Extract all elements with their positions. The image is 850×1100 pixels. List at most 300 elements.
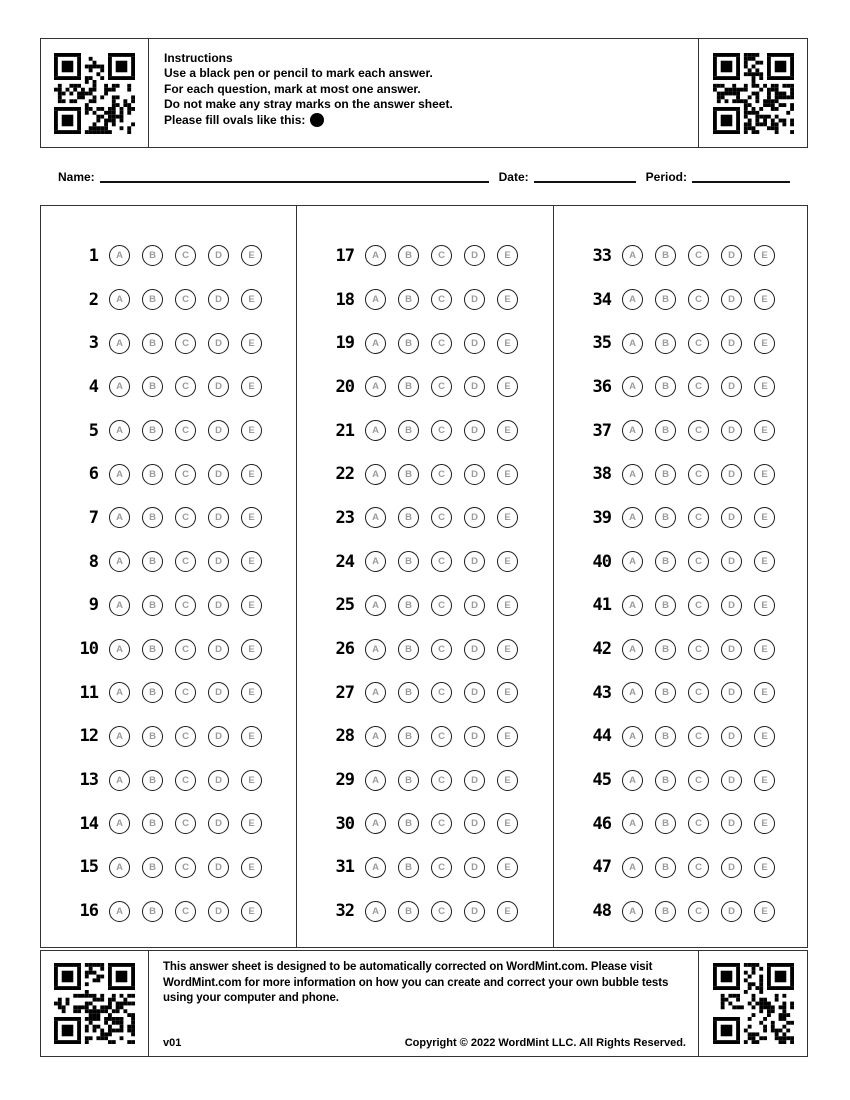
bubble-29-C[interactable]: C <box>431 770 452 791</box>
bubble-19-D[interactable]: D <box>464 333 485 354</box>
bubble-32-C[interactable]: C <box>431 901 452 922</box>
bubble-47-D[interactable]: D <box>721 857 742 878</box>
period-input-line[interactable] <box>692 169 790 183</box>
bubble-27-E[interactable]: E <box>497 682 518 703</box>
bubble-30-B[interactable]: B <box>398 813 419 834</box>
bubble-18-E[interactable]: E <box>497 289 518 310</box>
bubble-3-D[interactable]: D <box>208 333 229 354</box>
bubble-38-D[interactable]: D <box>721 464 742 485</box>
bubble-20-A[interactable]: A <box>365 376 386 397</box>
bubble-34-A[interactable]: A <box>622 289 643 310</box>
bubble-9-B[interactable]: B <box>142 595 163 616</box>
bubble-1-E[interactable]: E <box>241 245 262 266</box>
bubble-3-A[interactable]: A <box>109 333 130 354</box>
bubble-45-E[interactable]: E <box>754 770 775 791</box>
bubble-group-2 <box>109 289 262 310</box>
bubble-7-A[interactable]: A <box>109 507 130 528</box>
bubble-20-E[interactable]: E <box>497 376 518 397</box>
bubble-37-A[interactable]: A <box>622 420 643 441</box>
bubble-45-B[interactable]: B <box>655 770 676 791</box>
bubble-29-E[interactable]: E <box>497 770 518 791</box>
bubble-26-E[interactable]: E <box>497 639 518 660</box>
bubble-34-E[interactable]: E <box>754 289 775 310</box>
bubble-10-D[interactable]: D <box>208 639 229 660</box>
bubble-16-C[interactable]: C <box>175 901 196 922</box>
bubble-7-B[interactable]: B <box>142 507 163 528</box>
bubble-28-A[interactable]: A <box>365 726 386 747</box>
bubble-30-D[interactable]: D <box>464 813 485 834</box>
bubble-8-B[interactable]: B <box>142 551 163 572</box>
bubble-37-E[interactable]: E <box>754 420 775 441</box>
bubble-19-E[interactable]: E <box>497 333 518 354</box>
bubble-25-B[interactable]: B <box>398 595 419 616</box>
bubble-25-A[interactable]: A <box>365 595 386 616</box>
bubble-18-D[interactable]: D <box>464 289 485 310</box>
bubble-4-B[interactable]: B <box>142 376 163 397</box>
bubble-29-A[interactable]: A <box>365 770 386 791</box>
question-row-22 <box>297 452 553 496</box>
bubble-25-D[interactable]: D <box>464 595 485 616</box>
bubble-48-A[interactable]: A <box>622 901 643 922</box>
bubble-42-B[interactable]: B <box>655 639 676 660</box>
bubble-17-D[interactable]: D <box>464 245 485 266</box>
bubble-46-E[interactable]: E <box>754 813 775 834</box>
bubble-40-E[interactable]: E <box>754 551 775 572</box>
bubble-35-C[interactable]: C <box>688 333 709 354</box>
bubble-29-D[interactable]: D <box>464 770 485 791</box>
bubble-24-C[interactable]: C <box>431 551 452 572</box>
bubble-12-D[interactable]: D <box>208 726 229 747</box>
question-number-30: 30 <box>335 813 354 834</box>
bubble-33-C[interactable]: C <box>688 245 709 266</box>
bubble-group-32 <box>365 901 518 922</box>
bubble-3-C[interactable]: C <box>175 333 196 354</box>
bubble-23-B[interactable]: B <box>398 507 419 528</box>
bubble-29-B[interactable]: B <box>398 770 419 791</box>
bubble-15-D[interactable]: D <box>208 857 229 878</box>
bubble-39-C[interactable]: C <box>688 507 709 528</box>
bubble-26-A[interactable]: A <box>365 639 386 660</box>
bubble-33-E[interactable]: E <box>754 245 775 266</box>
bubble-39-A[interactable]: A <box>622 507 643 528</box>
bubble-42-E[interactable]: E <box>754 639 775 660</box>
bubble-32-D[interactable]: D <box>464 901 485 922</box>
bubble-18-A[interactable]: A <box>365 289 386 310</box>
bubble-11-B[interactable]: B <box>142 682 163 703</box>
bubble-33-A[interactable]: A <box>622 245 643 266</box>
bubble-5-E[interactable]: E <box>241 420 262 441</box>
question-number-15: 15 <box>79 857 98 878</box>
bubble-21-B[interactable]: B <box>398 420 419 441</box>
bubble-17-B[interactable]: B <box>398 245 419 266</box>
bubble-12-C[interactable]: C <box>175 726 196 747</box>
bubble-7-E[interactable]: E <box>241 507 262 528</box>
bubble-1-B[interactable]: B <box>142 245 163 266</box>
question-row-48 <box>554 889 807 933</box>
bubble-9-C[interactable]: C <box>175 595 196 616</box>
bubble-16-E[interactable]: E <box>241 901 262 922</box>
question-row-7 <box>41 496 296 540</box>
bubble-6-E[interactable]: E <box>241 464 262 485</box>
bubble-19-C[interactable]: C <box>431 333 452 354</box>
bubble-2-C[interactable]: C <box>175 289 196 310</box>
bubble-28-D[interactable]: D <box>464 726 485 747</box>
bubble-40-D[interactable]: D <box>721 551 742 572</box>
bubble-12-B[interactable]: B <box>142 726 163 747</box>
bubble-group-16 <box>109 901 262 922</box>
bubble-10-E[interactable]: E <box>241 639 262 660</box>
bubble-8-A[interactable]: A <box>109 551 130 572</box>
bubble-44-C[interactable]: C <box>688 726 709 747</box>
bubble-25-C[interactable]: C <box>431 595 452 616</box>
question-row-42 <box>554 627 807 671</box>
bubble-13-C[interactable]: C <box>175 770 196 791</box>
bubble-17-C[interactable]: C <box>431 245 452 266</box>
bubble-22-C[interactable]: C <box>431 464 452 485</box>
bubble-15-C[interactable]: C <box>175 857 196 878</box>
bubble-14-A[interactable]: A <box>109 813 130 834</box>
bubble-46-B[interactable]: B <box>655 813 676 834</box>
name-input-line[interactable] <box>100 169 489 183</box>
bubble-4-E[interactable]: E <box>241 376 262 397</box>
bubble-group-3 <box>109 333 262 354</box>
bubble-41-E[interactable]: E <box>754 595 775 616</box>
bubble-40-B[interactable]: B <box>655 551 676 572</box>
bubble-8-D[interactable]: D <box>208 551 229 572</box>
bubble-2-E[interactable]: E <box>241 289 262 310</box>
bubble-4-C[interactable]: C <box>175 376 196 397</box>
bubble-12-A[interactable]: A <box>109 726 130 747</box>
question-number-33: 33 <box>592 245 611 266</box>
bubble-32-B[interactable]: B <box>398 901 419 922</box>
bubble-31-D[interactable]: D <box>464 857 485 878</box>
bubble-4-A[interactable]: A <box>109 376 130 397</box>
question-row-1 <box>41 234 296 278</box>
question-row-47 <box>554 846 807 890</box>
bubble-39-E[interactable]: E <box>754 507 775 528</box>
bubble-27-A[interactable]: A <box>365 682 386 703</box>
footer-bottom-row <box>163 1037 686 1049</box>
bubble-30-A[interactable]: A <box>365 813 386 834</box>
bubble-38-E[interactable]: E <box>754 464 775 485</box>
bubble-32-A[interactable]: A <box>365 901 386 922</box>
bubble-36-E[interactable]: E <box>754 376 775 397</box>
bubble-23-E[interactable]: E <box>497 507 518 528</box>
bubble-8-E[interactable]: E <box>241 551 262 572</box>
bubble-23-C[interactable]: C <box>431 507 452 528</box>
bubble-6-D[interactable]: D <box>208 464 229 485</box>
bubble-35-D[interactable]: D <box>721 333 742 354</box>
bubble-41-C[interactable]: C <box>688 595 709 616</box>
bubble-19-B[interactable]: B <box>398 333 419 354</box>
bubble-35-E[interactable]: E <box>754 333 775 354</box>
bubble-48-B[interactable]: B <box>655 901 676 922</box>
bubble-26-D[interactable]: D <box>464 639 485 660</box>
bubble-47-E[interactable]: E <box>754 857 775 878</box>
bubble-40-A[interactable]: A <box>622 551 643 572</box>
bubble-group-48 <box>622 901 775 922</box>
question-number-46: 46 <box>592 813 611 834</box>
bubble-group-35 <box>622 333 775 354</box>
bubble-18-B[interactable]: B <box>398 289 419 310</box>
bubble-6-B[interactable]: B <box>142 464 163 485</box>
bubble-48-E[interactable]: E <box>754 901 775 922</box>
bubble-16-D[interactable]: D <box>208 901 229 922</box>
bubble-17-A[interactable]: A <box>365 245 386 266</box>
bubble-36-B[interactable]: B <box>655 376 676 397</box>
bubble-group-22 <box>365 464 518 485</box>
bubble-22-B[interactable]: B <box>398 464 419 485</box>
bubble-43-A[interactable]: A <box>622 682 643 703</box>
question-row-46 <box>554 802 807 846</box>
bubble-23-D[interactable]: D <box>464 507 485 528</box>
bubble-27-B[interactable]: B <box>398 682 419 703</box>
bubble-22-E[interactable]: E <box>497 464 518 485</box>
bubble-16-A[interactable]: A <box>109 901 130 922</box>
question-row-41 <box>554 584 807 628</box>
bubble-13-D[interactable]: D <box>208 770 229 791</box>
question-row-3 <box>41 321 296 365</box>
bubble-24-D[interactable]: D <box>464 551 485 572</box>
bubble-39-B[interactable]: B <box>655 507 676 528</box>
bubble-13-B[interactable]: B <box>142 770 163 791</box>
question-number-44: 44 <box>592 726 611 747</box>
bubble-35-B[interactable]: B <box>655 333 676 354</box>
bubble-24-B[interactable]: B <box>398 551 419 572</box>
bubble-14-D[interactable]: D <box>208 813 229 834</box>
bubble-39-D[interactable]: D <box>721 507 742 528</box>
bubble-41-B[interactable]: B <box>655 595 676 616</box>
bubble-36-D[interactable]: D <box>721 376 742 397</box>
bubble-group-29 <box>365 770 518 791</box>
bubble-15-B[interactable]: B <box>142 857 163 878</box>
bubble-13-A[interactable]: A <box>109 770 130 791</box>
question-number-7: 7 <box>88 507 98 528</box>
bubble-group-45 <box>622 770 775 791</box>
bubble-22-D[interactable]: D <box>464 464 485 485</box>
bubble-9-D[interactable]: D <box>208 595 229 616</box>
bubble-42-A[interactable]: A <box>622 639 643 660</box>
bubble-3-E[interactable]: E <box>241 333 262 354</box>
bubble-47-C[interactable]: C <box>688 857 709 878</box>
bubble-14-B[interactable]: B <box>142 813 163 834</box>
bubble-40-C[interactable]: C <box>688 551 709 572</box>
bubble-group-24 <box>365 551 518 572</box>
bubble-28-C[interactable]: C <box>431 726 452 747</box>
bubble-10-C[interactable]: C <box>175 639 196 660</box>
bubble-42-C[interactable]: C <box>688 639 709 660</box>
filled-oval-example-icon <box>310 113 324 127</box>
bubble-46-D[interactable]: D <box>721 813 742 834</box>
bubble-8-C[interactable]: C <box>175 551 196 572</box>
bubble-31-A[interactable]: A <box>365 857 386 878</box>
bubble-35-A[interactable]: A <box>622 333 643 354</box>
bubble-45-A[interactable]: A <box>622 770 643 791</box>
bubble-43-E[interactable]: E <box>754 682 775 703</box>
bubble-11-C[interactable]: C <box>175 682 196 703</box>
bubble-25-E[interactable]: E <box>497 595 518 616</box>
question-number-34: 34 <box>592 289 611 310</box>
bubble-44-B[interactable]: B <box>655 726 676 747</box>
bubble-20-B[interactable]: B <box>398 376 419 397</box>
bubble-33-B[interactable]: B <box>655 245 676 266</box>
bubble-46-C[interactable]: C <box>688 813 709 834</box>
instruction-line-1: Use a black pen or pencil to mark each answer. <box>164 66 433 80</box>
bubble-31-B[interactable]: B <box>398 857 419 878</box>
bubble-group-37 <box>622 420 775 441</box>
bubble-43-C[interactable]: C <box>688 682 709 703</box>
bubble-37-B[interactable]: B <box>655 420 676 441</box>
bubble-9-E[interactable]: E <box>241 595 262 616</box>
bubble-45-C[interactable]: C <box>688 770 709 791</box>
bubble-47-B[interactable]: B <box>655 857 676 878</box>
bubble-37-D[interactable]: D <box>721 420 742 441</box>
bubble-44-E[interactable]: E <box>754 726 775 747</box>
bubble-4-D[interactable]: D <box>208 376 229 397</box>
question-number-19: 19 <box>335 333 354 354</box>
date-input-line[interactable] <box>534 169 636 183</box>
question-row-23 <box>297 496 553 540</box>
bubble-21-A[interactable]: A <box>365 420 386 441</box>
bubble-41-A[interactable]: A <box>622 595 643 616</box>
bubble-5-C[interactable]: C <box>175 420 196 441</box>
bubble-17-E[interactable]: E <box>497 245 518 266</box>
footer-box <box>40 950 808 1057</box>
bubble-30-E[interactable]: E <box>497 813 518 834</box>
bubble-31-C[interactable]: C <box>431 857 452 878</box>
bubble-45-D[interactable]: D <box>721 770 742 791</box>
bubble-27-C[interactable]: C <box>431 682 452 703</box>
bubble-44-D[interactable]: D <box>721 726 742 747</box>
bubble-37-C[interactable]: C <box>688 420 709 441</box>
question-row-19 <box>297 321 553 365</box>
bubble-11-E[interactable]: E <box>241 682 262 703</box>
question-number-11: 11 <box>79 682 98 703</box>
bubble-42-D[interactable]: D <box>721 639 742 660</box>
bubble-16-B[interactable]: B <box>142 901 163 922</box>
bubble-20-D[interactable]: D <box>464 376 485 397</box>
bubble-38-A[interactable]: A <box>622 464 643 485</box>
bubble-19-A[interactable]: A <box>365 333 386 354</box>
bubble-2-A[interactable]: A <box>109 289 130 310</box>
bubble-group-47 <box>622 857 775 878</box>
bubble-44-A[interactable]: A <box>622 726 643 747</box>
bubble-27-D[interactable]: D <box>464 682 485 703</box>
question-number-14: 14 <box>79 813 98 834</box>
bubble-28-E[interactable]: E <box>497 726 518 747</box>
bubble-15-E[interactable]: E <box>241 857 262 878</box>
bubble-1-C[interactable]: C <box>175 245 196 266</box>
bubble-48-C[interactable]: C <box>688 901 709 922</box>
bubble-1-A[interactable]: A <box>109 245 130 266</box>
bubble-32-E[interactable]: E <box>497 901 518 922</box>
question-number-26: 26 <box>335 639 354 660</box>
bubble-14-E[interactable]: E <box>241 813 262 834</box>
bubble-5-A[interactable]: A <box>109 420 130 441</box>
bubble-11-D[interactable]: D <box>208 682 229 703</box>
bubble-group-12 <box>109 726 262 747</box>
question-number-45: 45 <box>592 770 611 791</box>
bubble-7-C[interactable]: C <box>175 507 196 528</box>
header-box <box>40 38 808 148</box>
bubble-41-D[interactable]: D <box>721 595 742 616</box>
period-label: Period: <box>645 169 687 184</box>
bubble-14-C[interactable]: C <box>175 813 196 834</box>
bubble-33-D[interactable]: D <box>721 245 742 266</box>
question-number-20: 20 <box>335 376 354 397</box>
bubble-5-B[interactable]: B <box>142 420 163 441</box>
qr-code-bottom-left-icon <box>54 963 135 1044</box>
bubble-34-C[interactable]: C <box>688 289 709 310</box>
bubble-34-B[interactable]: B <box>655 289 676 310</box>
bubble-30-C[interactable]: C <box>431 813 452 834</box>
bubble-18-C[interactable]: C <box>431 289 452 310</box>
bubble-5-D[interactable]: D <box>208 420 229 441</box>
bubble-3-B[interactable]: B <box>142 333 163 354</box>
bubble-24-E[interactable]: E <box>497 551 518 572</box>
question-number-42: 42 <box>592 639 611 660</box>
bubble-6-C[interactable]: C <box>175 464 196 485</box>
question-number-9: 9 <box>88 595 98 616</box>
bubble-group-5 <box>109 420 262 441</box>
question-row-38 <box>554 452 807 496</box>
bubble-48-D[interactable]: D <box>721 901 742 922</box>
bubble-36-C[interactable]: C <box>688 376 709 397</box>
bubble-34-D[interactable]: D <box>721 289 742 310</box>
bubble-43-D[interactable]: D <box>721 682 742 703</box>
bubble-46-A[interactable]: A <box>622 813 643 834</box>
bubble-10-B[interactable]: B <box>142 639 163 660</box>
question-row-40 <box>554 540 807 584</box>
bubble-21-E[interactable]: E <box>497 420 518 441</box>
bubble-13-E[interactable]: E <box>241 770 262 791</box>
bubble-28-B[interactable]: B <box>398 726 419 747</box>
question-row-39 <box>554 496 807 540</box>
bubble-24-A[interactable]: A <box>365 551 386 572</box>
bubble-26-B[interactable]: B <box>398 639 419 660</box>
bubble-group-1 <box>109 245 262 266</box>
bubble-36-A[interactable]: A <box>622 376 643 397</box>
bubble-38-C[interactable]: C <box>688 464 709 485</box>
bubble-12-E[interactable]: E <box>241 726 262 747</box>
bubble-26-C[interactable]: C <box>431 639 452 660</box>
bubble-10-A[interactable]: A <box>109 639 130 660</box>
bubble-31-E[interactable]: E <box>497 857 518 878</box>
bubble-9-A[interactable]: A <box>109 595 130 616</box>
bubble-2-D[interactable]: D <box>208 289 229 310</box>
bubble-21-C[interactable]: C <box>431 420 452 441</box>
bubble-11-A[interactable]: A <box>109 682 130 703</box>
question-number-17: 17 <box>335 245 354 266</box>
bubble-23-A[interactable]: A <box>365 507 386 528</box>
question-row-12 <box>41 715 296 759</box>
bubble-20-C[interactable]: C <box>431 376 452 397</box>
bubble-21-D[interactable]: D <box>464 420 485 441</box>
bubble-2-B[interactable]: B <box>142 289 163 310</box>
bubble-47-A[interactable]: A <box>622 857 643 878</box>
bubble-7-D[interactable]: D <box>208 507 229 528</box>
bubble-38-B[interactable]: B <box>655 464 676 485</box>
question-number-1: 1 <box>88 245 98 266</box>
bubble-15-A[interactable]: A <box>109 857 130 878</box>
bubble-group-46 <box>622 813 775 834</box>
question-number-10: 10 <box>79 639 98 660</box>
bubble-1-D[interactable]: D <box>208 245 229 266</box>
bubble-6-A[interactable]: A <box>109 464 130 485</box>
bubble-22-A[interactable]: A <box>365 464 386 485</box>
question-number-25: 25 <box>335 595 354 616</box>
bubble-43-B[interactable]: B <box>655 682 676 703</box>
